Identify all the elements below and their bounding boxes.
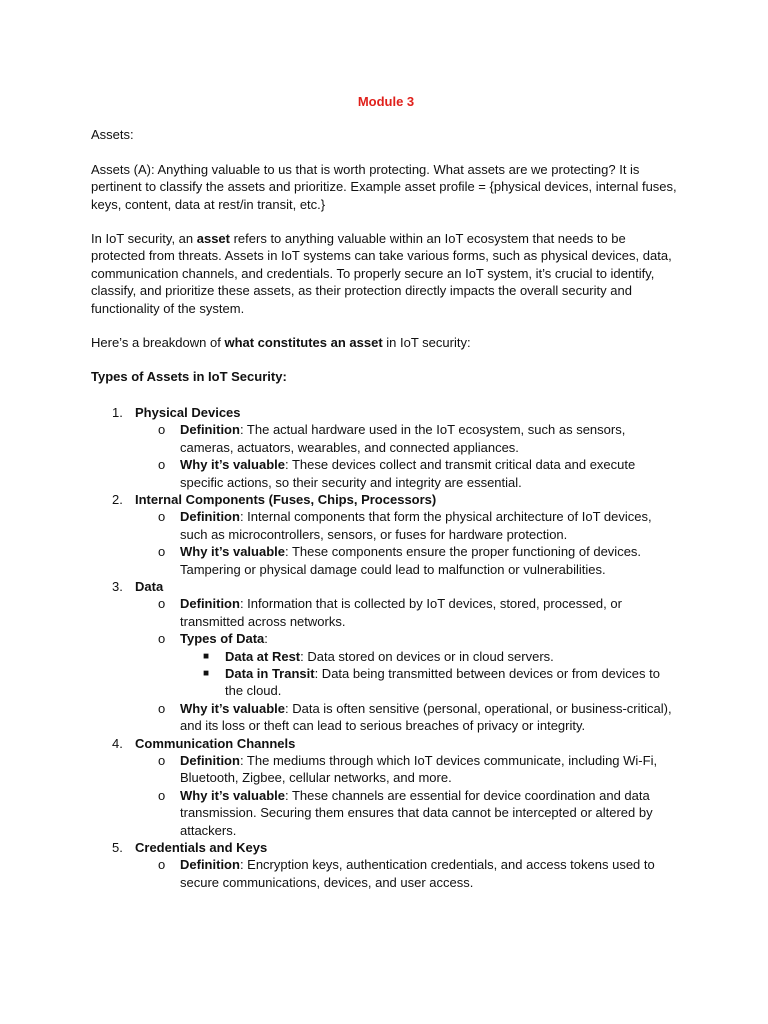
list-item [91, 578, 681, 735]
sub-item: o Definition: The actual hardware used in the IoT ecosystem, such as sensors, cameras, actuators, wearables, and connected appliances. [158, 422, 626, 455]
circle-bullet-icon: o [158, 596, 166, 612]
item-title: Communication Channels [135, 735, 296, 751]
sub-item: o Why it’s valuable: Data is often sensitive (personal, operational, or business-critical), and its loss or theft can lead to serious breaches of privacy or integrity. [158, 700, 672, 734]
item-number: 1. [112, 404, 123, 420]
item-number: 2. [112, 491, 123, 507]
item-number: 5. [112, 840, 123, 856]
data-type-item: ■ Data at Rest: Data stored on devices or in cloud servers. [203, 648, 554, 664]
sub-item: o Why it’s valuable: These components ensure the proper functioning of devices. Tampering or physical damage could lead to malfunction or vulnerabilities. [158, 544, 642, 577]
circle-bullet-icon: o [158, 700, 166, 716]
intro-paragraph: In IoT security, an asset refers to anything valuable within an IoT ecosystem that needs to be protected from threats. Assets in IoT systems can take various forms, such as physical devices, data, communication channels, and credentials. To properly secure an IoT system, it’s crucial to identify, classify, and prioritize these assets, as their protection directly impacts the overall security and functionality of the system. [91, 231, 672, 316]
sub-item: o Definition: The mediums through which IoT devices communicate, including Wi-Fi, Bluetooth, Zigbee, cellular networks, and more. [158, 753, 658, 786]
circle-bullet-icon: o [158, 457, 166, 473]
assets-definition: Assets (A): Anything valuable to us that is worth protecting. What assets are we protecting? It is pertinent to classify the assets and prioritize. Example asset profile = {physical devices, internal fuses, keys, content, data at rest/in transit, etc.} [91, 161, 677, 212]
list-item [91, 839, 681, 891]
circle-bullet-icon: o [158, 544, 166, 560]
sub-item: o Definition: Internal components that form the physical architecture of IoT devices, such as microcontrollers, sensors, or fuses for hardware protection. [158, 509, 652, 542]
square-bullet-icon: ■ [203, 650, 210, 662]
item-title: Credentials and Keys [135, 840, 268, 856]
assets-label: Assets: [91, 127, 134, 143]
sub-item: o Why it’s valuable: These channels are essential for device coordination and data transmission. Securing them ensures that data cannot be intercepted or altered by attackers. [158, 787, 653, 838]
item-number: 4. [112, 735, 123, 751]
list-item [91, 491, 681, 578]
circle-bullet-icon: o [158, 422, 166, 438]
list-item [91, 735, 681, 839]
breakdown-paragraph: Here’s a breakdown of what constitutes an asset in IoT security: [91, 335, 471, 351]
circle-bullet-icon: o [158, 753, 166, 768]
document-body [91, 93, 681, 891]
list-item [91, 404, 681, 491]
item-title: Internal Components (Fuses, Chips, Processors) [135, 491, 437, 507]
data-type-item: ■ Data in Transit: Data being transmitted between devices or from devices to the cloud. [203, 665, 660, 699]
section-heading: Types of Assets in IoT Security: [91, 369, 287, 385]
item-title: Physical Devices [135, 404, 241, 420]
circle-bullet-icon: o [158, 857, 166, 873]
circle-bullet-icon: o [158, 509, 166, 525]
page-title: Module 3 [357, 94, 415, 109]
item-number: 3. [112, 578, 123, 594]
sub-item: o Definition: Information that is collected by IoT devices, stored, processed, or transmitted across networks. [158, 596, 622, 629]
square-bullet-icon: ■ [203, 667, 210, 679]
sub-item: o Types of Data: ■ Data at Rest: Data stored on devices or in cloud servers. ■ Data in Transit: Data being transmitted between devices or from devices to the cloud. [135, 630, 681, 700]
item-title: Data [135, 578, 164, 594]
sub-item: o Definition: Encryption keys, authentication credentials, and access tokens used to secure communications, devices, and user access. [158, 857, 655, 890]
circle-bullet-icon: o [158, 631, 166, 647]
asset-types-list [91, 404, 681, 891]
circle-bullet-icon: o [158, 787, 166, 803]
sub-item: o Why it’s valuable: These devices collect and transmit critical data and execute specific actions, so their security and integrity are essential. [158, 457, 636, 490]
